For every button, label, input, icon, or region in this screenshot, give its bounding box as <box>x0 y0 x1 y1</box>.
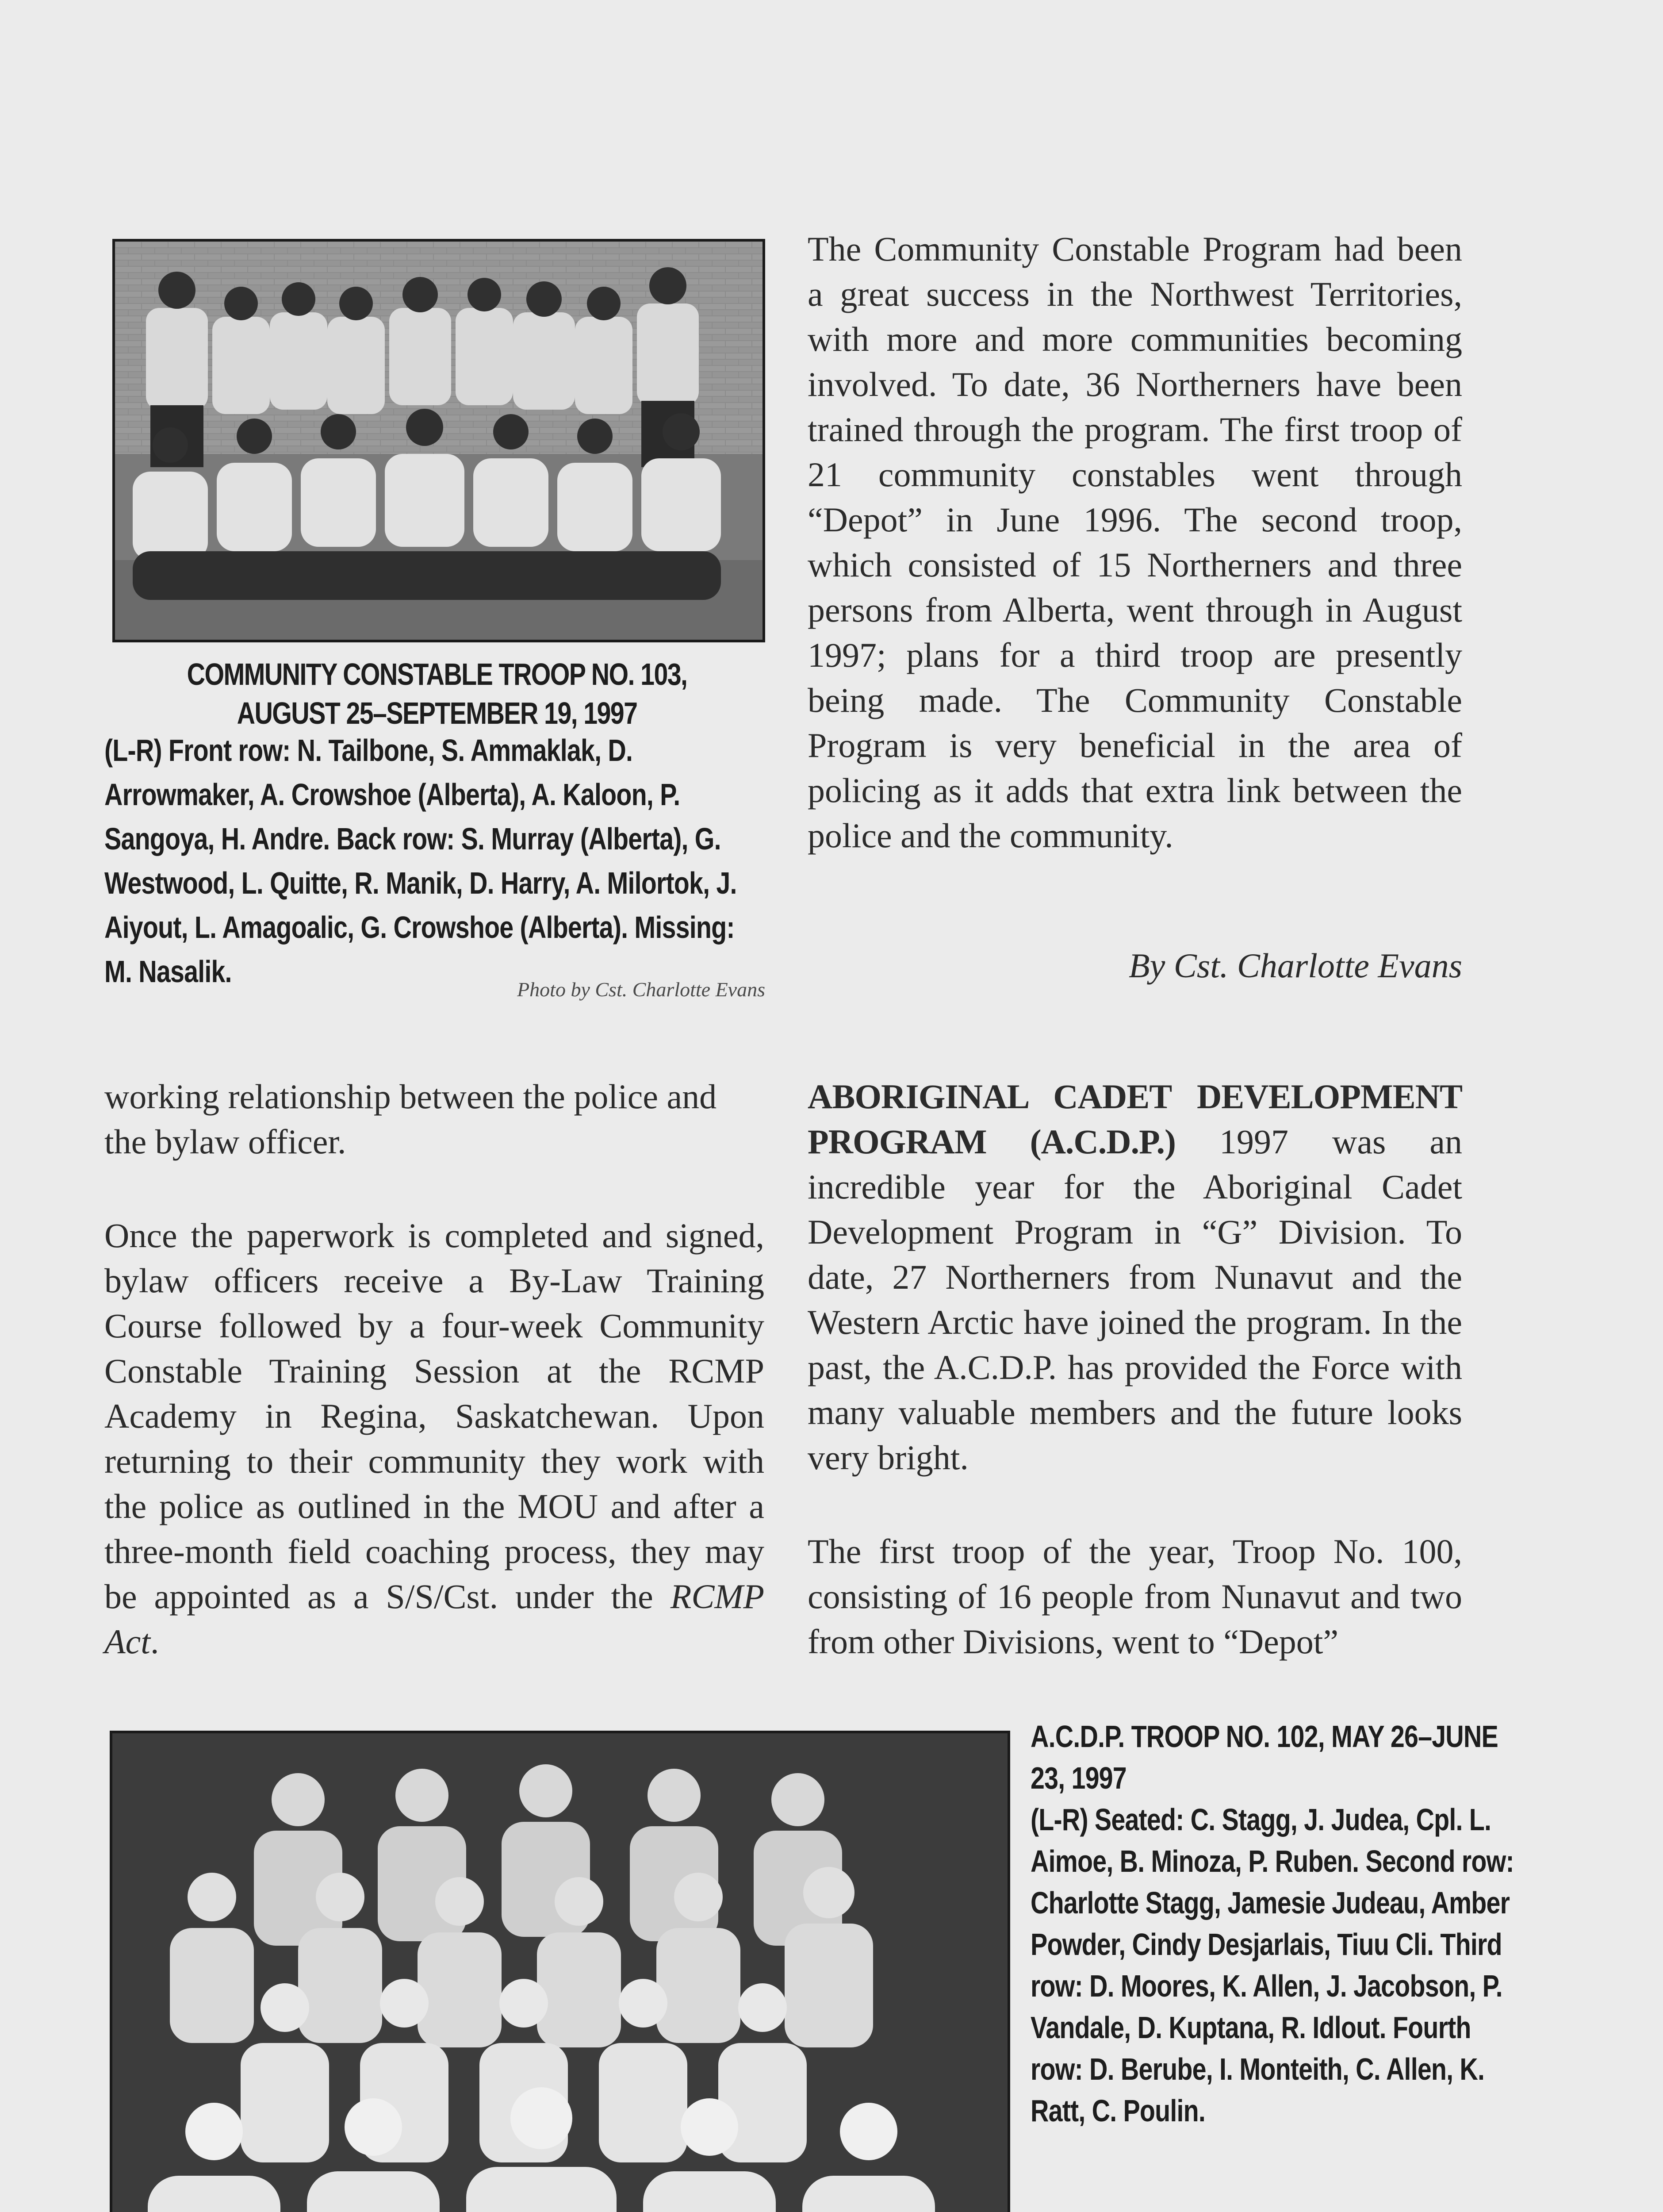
acdp-text: 1997 was an incredible year for the Aboriginal Cadet Development Program in “G” Division. To date, 27 Northerners from Nunavut and the Western Arctic have joined the program. In the past, the A.C.D.P. has provided the Force with many valuable members and the future looks very bright. <box>808 1122 1462 1477</box>
byline: By Cst. Charlotte Evans <box>1129 946 1462 985</box>
bylaw-training-paragraph <box>104 1213 764 1664</box>
troop-103-caption-body: (L-R) Front row: N. Tailbone, S. Ammaklak, D. Arrowmaker, A. Crowshoe (Alberta), A. Kaloon, P. Sangoya, H. Andre. Back row: S. Murray (Alberta), G. Westwood, L. Quitte, R. Manik, D. Harry, A. Milortok, J. Aiyout, L. Amagoalic, G. Crowshoe (Alberta). Missing: M. Nasalik. <box>104 733 737 989</box>
acdp-troop-102-photo-image <box>112 1733 1008 2212</box>
troop-103-caption-title: COMMUNITY CONSTABLE TROOP NO. 103, AUGUST 25–SEPTEMBER 19, 1997 <box>187 657 687 730</box>
acdp-paragraph <box>808 1074 1462 1480</box>
bylaw-training-end: . <box>150 1622 159 1661</box>
acdp-heading: ABORIGINAL CADET DEVELOPMENT PROGRAM (A.C.D.P.) <box>808 1077 1462 1161</box>
acdp-troop-102-caption <box>1031 1716 1524 2131</box>
troop-103-photo-image <box>115 242 763 640</box>
first-troop-paragraph: The first troop of the year, Troop No. 100, consisting of 16 people from Nunavut and two from other Divisions, went to “Depot” <box>808 1532 1462 1661</box>
acdp-troop-102-caption-body: (L-R) Seated: C. Stagg, J. Judea, Cpl. L. Aimoe, B. Minoza, P. Ruben. Second row: Charlotte Stagg, Jamesie Judeau, Amber Powder, Cindy Desjarlais, Tiuu Cli. Third row: D. Moores, K. Allen, J. Jacobson, P. Vandale, D. Kuptana, R. Idlout. Fourth row: D. Berube, I. Monteith, C. Allen, K. Ratt, C. Poulin. <box>1031 1802 1514 2128</box>
bylaw-training-text: Once the paperwork is completed and signed, bylaw officers receive a By-Law Training Course followed by a four-week Community Constable Training Session at the RCMP Academy in Regina, Saskatchewan. Upon returning to their community they work with the police as outlined in the MOU and after a three-month field coaching process, they may be appointed as a S/S/Cst. under the <box>104 1216 764 1616</box>
community-constable-paragraph: The Community Constable Program had been a great success in the Northwest Territories, with more and more communities becoming involved. To date, 36 Northerners have been trained through the program. The first troop of 21 community constables went through “Depot” in June 1996. The second troop, which consisted of 15 Northerners and three persons from Alberta, went through in August 1997; plans for a third troop are presently being made. The Community Constable Program is very beneficial in the area of policing as it adds that extra link between the police and the community. <box>808 230 1462 855</box>
bylaw-relationship-paragraph: working relationship between the police and the bylaw officer. <box>104 1077 717 1161</box>
troop-103-photo <box>112 239 765 642</box>
troop-103-photo-credit: Photo by Cst. Charlotte Evans <box>517 978 765 1001</box>
acdp-troop-102-photo <box>110 1731 1010 2212</box>
rcmp-act-title: RCMP Act <box>104 1577 764 1661</box>
acdp-troop-102-caption-title: A.C.D.P. TROOP NO. 102, MAY 26–JUNE 23, 1997 <box>1031 1719 1498 1795</box>
